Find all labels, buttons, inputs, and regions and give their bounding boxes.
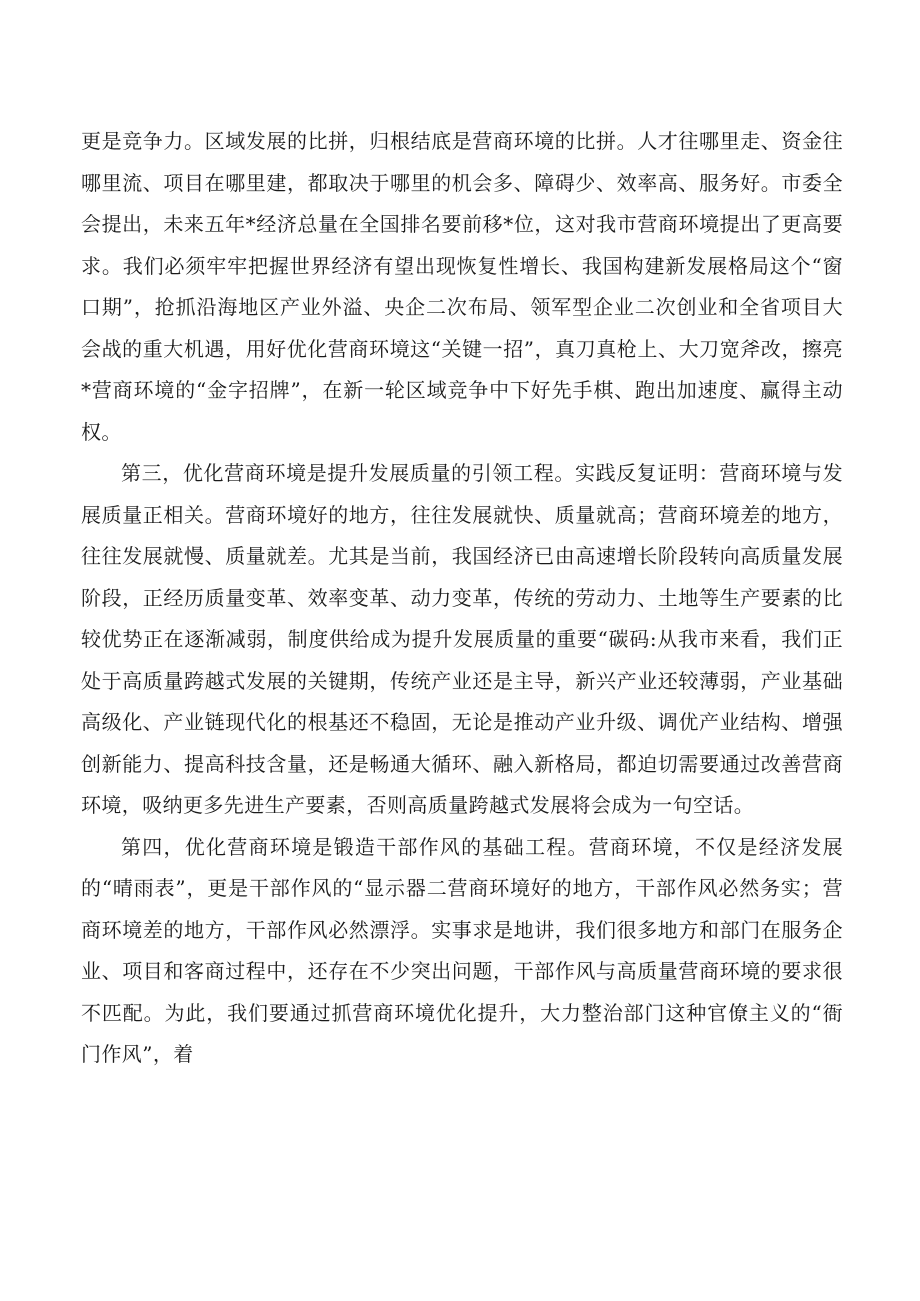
paragraph-fourth-point: 第四，优化营商环境是锻造干部作风的基础工程。营商环境，不仅是经济发展的“晴雨表”，更是干部作风的“显示器二营商环境好的地方，干部作风必然务实；营商环境差的地方，干部作风必然漂浮。实事求是地讲，我们很多地方和部门在服务企业、项目和客商过程中，还存在不少突出问题，干部作风与高质量营商环境的要求很不匹配。为此，我们要通过抓营商环境优化提升，大力整治部门这种官僚主义的“衙门作风”，着 [81, 834, 843, 1066]
paragraph-continuation: 更是竞争力。区域发展的比拼，归根结底是营商环境的比拼。人才往哪里走、资金往哪里流、项目在哪里建，都取决于哪里的机会多、障碍少、效率高、服务好。市委全会提出，未来五年*经济总量在全国排名要前移*位，这对我市营商环境提出了更高要求。我们必须牢牢把握世界经济有望出现恢复性增长、我国构建新发展格局这个“窗口期”，抢抓沿海地区产业外溢、央企二次布局、领军型企业二次创业和全省项目大会战的重大机遇，用好优化营商环境这“关键一招”，真刀真枪上、大刀宽斧改，擦亮*营商环境的“金字招牌”，在新一轮区域竞争中下好先手棋、跑出加速度、赢得主动权。 [81, 129, 843, 444]
document-body [81, 121, 843, 1076]
paragraph-third-point: 第三，优化营商环境是提升发展质量的引领工程。实践反复证明：营商环境与发展质量正相关。营商环境好的地方，往往发展就快、质量就高；营商环境差的地方，往往发展就慢、质量就差。尤其是当前，我国经济已由高速增长阶段转向高质量发展阶段，正经历质量变革、效率变革、动力变革，传统的劳动力、土地等生产要素的比较优势正在逐渐减弱，制度供给成为提升发展质量的重要“碳码:从我市来看，我们正处于高质量跨越式发展的关键期，传统产业还是主导，新兴产业还较薄弱，产业基础高级化、产业链现代化的根基还不稳固，无论是推动产业升级、调优产业结构、增强创新能力、提高科技含量，还是畅通大循环、融入新格局，都迫切需要通过改善营商环境，吸纳更多先进生产要素，否则高质量跨越式发展将会成为一句空话。 [81, 461, 843, 817]
